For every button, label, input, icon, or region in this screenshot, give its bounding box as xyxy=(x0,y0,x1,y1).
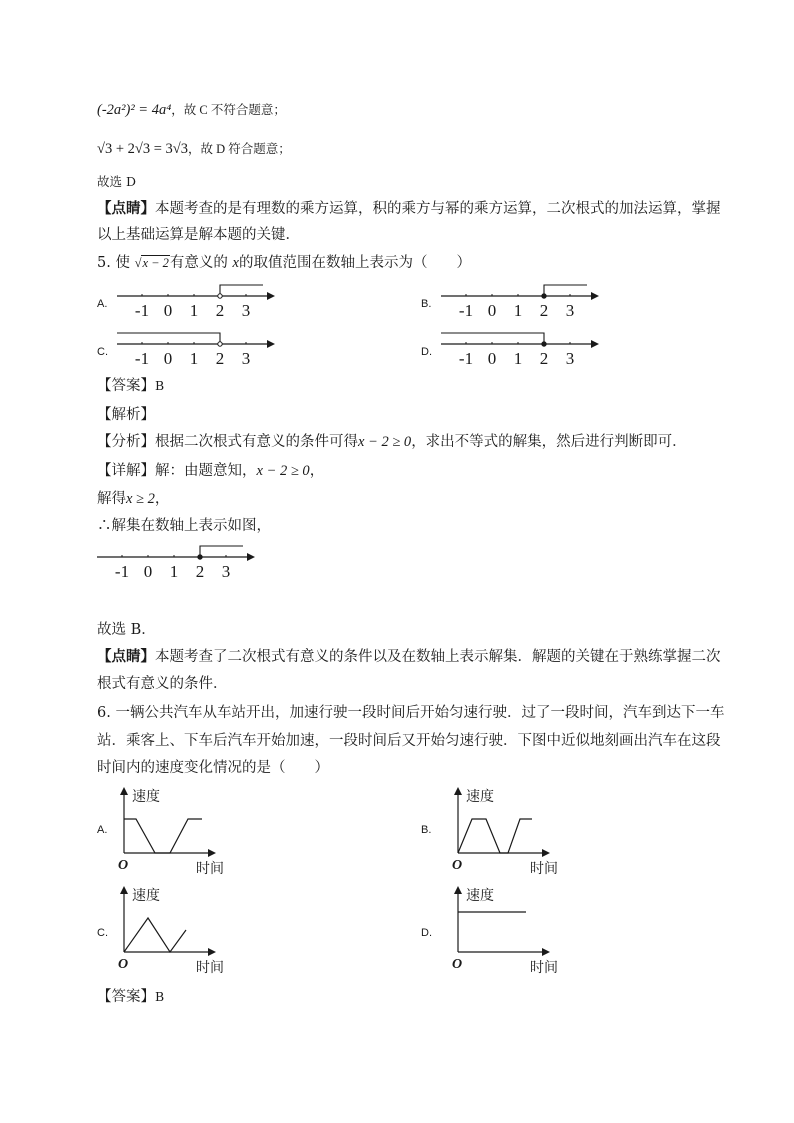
g-b-origin: O xyxy=(452,858,463,873)
nl-c-tick-label: 1 xyxy=(189,349,199,368)
choose-d: 故选 D xyxy=(97,174,136,189)
q5-option-c-label[interactable]: C. xyxy=(97,346,108,358)
nl-a-endpoint-dot xyxy=(218,294,222,298)
q5-comment-line1 xyxy=(97,648,721,666)
nl-d-tick-label: 2 xyxy=(539,349,549,368)
g-a-origin: O xyxy=(118,858,129,873)
q6-graph-a[interactable] xyxy=(112,785,242,885)
g-d-y-label: 速度 xyxy=(466,888,494,904)
nl-a-tick-label: 1 xyxy=(189,301,199,320)
g-c-x-label: 时间 xyxy=(196,960,224,976)
q5-prefix: 使 xyxy=(115,255,130,271)
comment-text-1: 本题考查的是有理数的乘方运算，积的乘方与幂的乘方运算，二次根式的加法运算，掌握 xyxy=(155,201,721,217)
nl-sol-solution-ray xyxy=(200,546,243,557)
q5-option-a-label[interactable]: A. xyxy=(97,298,108,310)
q5-solve xyxy=(97,490,169,508)
nl-sol-arrow-icon xyxy=(247,553,255,561)
q6-graph-b[interactable] xyxy=(446,785,576,885)
q5-number-line-d[interactable] xyxy=(441,330,601,370)
nl-d-tick-label: -1 xyxy=(458,349,474,368)
nl-sol-tick-label: 2 xyxy=(195,562,205,581)
q6-option-d-label[interactable]: D. xyxy=(421,927,432,939)
q5-comment-text-1: 本题考查了二次根式有意义的条件以及在数轴上表示解集．解题的关键在于熟练掌握二次 xyxy=(155,649,721,665)
nl-c-endpoint-dot xyxy=(218,342,222,346)
q5-number-line-a[interactable] xyxy=(117,282,277,322)
comment-label: 【点睛】 xyxy=(97,200,155,217)
q5-analysis-head: 【分析】 xyxy=(97,434,155,450)
g-a-x-arrow-icon xyxy=(208,849,216,857)
g-a-x-label: 时间 xyxy=(196,861,224,877)
nl-sol-tick-label: 0 xyxy=(143,562,153,581)
nl-sol-endpoint-dot xyxy=(198,555,202,559)
math-d: √3 + 2√3 = 3√3 xyxy=(97,141,188,157)
nl-a-solution-ray xyxy=(220,285,263,296)
q6-stem-line3: 时间内的速度变化情况的是（ ） xyxy=(97,760,329,776)
q5-detail-end: ， xyxy=(309,463,325,479)
g-d-origin: O xyxy=(452,957,463,972)
nl-a-tick-label: 0 xyxy=(163,301,173,320)
q5-analysis-label: 【解析】 xyxy=(97,407,155,423)
q5-solve-math: x ≥ 2 xyxy=(126,491,155,507)
q5-analysis-text-a: 根据二次根式有意义的条件可得 xyxy=(155,434,358,450)
q5-detail-head: 【详解】 xyxy=(97,463,155,479)
q5-radicand: x − 2 xyxy=(142,256,169,270)
g-c-origin: O xyxy=(118,957,129,972)
nl-b-solution-ray xyxy=(544,285,587,296)
nl-b-tick-label: -1 xyxy=(458,301,474,320)
nl-c-tick-label: 2 xyxy=(215,349,225,368)
g-d-y-arrow-icon xyxy=(454,886,462,894)
nl-sol-tick-label: 3 xyxy=(221,562,231,581)
q5-option-b-label[interactable]: B. xyxy=(421,298,432,310)
q5-detail-text: 解：由题意知， xyxy=(155,463,257,479)
q5-number-line-c[interactable] xyxy=(117,330,277,370)
q5-solution-number-line xyxy=(97,543,257,583)
q6-option-b-label[interactable]: B. xyxy=(421,824,432,836)
nl-c-arrow-icon xyxy=(267,340,275,348)
nl-b-arrow-icon xyxy=(591,292,599,300)
g-a-y-label: 速度 xyxy=(132,789,160,805)
nl-d-tick-label: 1 xyxy=(513,349,523,368)
q6-answer-value: B xyxy=(155,989,165,1004)
q6-graph-d[interactable] xyxy=(446,884,576,984)
q5-middle: 有意义的 xyxy=(169,255,228,271)
q5-detail-math: x − 2 ≥ 0 xyxy=(256,463,310,479)
q5-analysis-math: x − 2 ≥ 0 xyxy=(358,434,412,450)
q5-comment-line2: 根式有意义的条件． xyxy=(97,676,228,692)
nl-c-tick-label: -1 xyxy=(134,349,150,368)
q5-answer-label: 【答案】 xyxy=(97,378,155,394)
nl-sol-tick-label: -1 xyxy=(114,562,130,581)
g-d-x-arrow-icon xyxy=(542,948,550,956)
nl-d-arrow-icon xyxy=(591,340,599,348)
nl-d-tick-label: 0 xyxy=(487,349,497,368)
g-b-x-arrow-icon xyxy=(542,849,550,857)
q5-number-line-b[interactable] xyxy=(441,282,601,322)
math-c: (-2a²)² = 4a⁴ xyxy=(97,102,172,118)
q5-detail xyxy=(97,462,324,480)
nl-b-tick-label: 0 xyxy=(487,301,497,320)
g-c-y-arrow-icon xyxy=(120,886,128,894)
q5-answer-value: B xyxy=(155,378,165,393)
nl-b-tick-label: 3 xyxy=(565,301,575,320)
nl-d-endpoint-dot xyxy=(542,342,546,346)
g-b-y-label: 速度 xyxy=(466,789,494,805)
q5-solve-text: 解得 xyxy=(97,491,126,507)
g-b-y-arrow-icon xyxy=(454,787,462,795)
q6-option-a-label[interactable]: A. xyxy=(97,824,108,836)
q5-choose: 故选 B． xyxy=(97,622,156,638)
nl-a-arrow-icon xyxy=(267,292,275,300)
comment-prev-line2: 以上基础运算是解本题的关键． xyxy=(97,227,300,243)
g-d-x-label: 时间 xyxy=(530,960,558,976)
g-a-speed-curve xyxy=(124,819,202,853)
q5-suffix: 的取值范围在数轴上表示为（ ） xyxy=(238,255,471,271)
nl-b-tick-label: 1 xyxy=(513,301,523,320)
q6-option-c-label[interactable]: C. xyxy=(97,927,108,939)
nl-a-tick-label: -1 xyxy=(134,301,150,320)
q6-stem-line1: 6. 一辆公共汽车从车站开出，加速行驶一段时间后开始匀速行驶．过了一段时间，汽车到达下一车 xyxy=(97,705,725,721)
q5-solve-end: ， xyxy=(154,491,170,507)
solution-line-d xyxy=(97,140,291,158)
g-b-x-label: 时间 xyxy=(530,861,558,877)
q6-stem-line2: 站．乘客上、下车后汽车开始加速，一段时间后又开始匀速行驶．下图中近似地刻画出汽车在这段 xyxy=(97,733,721,749)
q5-comment-label: 【点睛】 xyxy=(97,648,155,665)
q5-number: 5. xyxy=(97,255,111,271)
q6-graph-c[interactable] xyxy=(112,884,242,984)
comment-prev-line1 xyxy=(97,200,721,218)
nl-sol-tick-label: 1 xyxy=(169,562,179,581)
nl-c-tick-label: 0 xyxy=(163,349,173,368)
text-c: ，故 C 不符合题意； xyxy=(171,103,286,117)
g-c-x-arrow-icon xyxy=(208,948,216,956)
nl-b-tick-label: 2 xyxy=(539,301,549,320)
q6-answer xyxy=(97,988,164,1006)
q5-answer xyxy=(97,377,164,395)
q6-answer-label: 【答案】 xyxy=(97,989,155,1005)
q5-sqrt: √x − 2 xyxy=(134,256,169,270)
nl-d-tick-label: 3 xyxy=(565,349,575,368)
nl-a-tick-label: 2 xyxy=(215,301,225,320)
g-c-y-label: 速度 xyxy=(132,888,160,904)
q5-analysis-text-b: ，求出不等式的解集，然后进行判断即可． xyxy=(411,434,687,450)
q5-var: x xyxy=(232,255,239,271)
g-a-y-arrow-icon xyxy=(120,787,128,795)
nl-c-tick-label: 3 xyxy=(241,349,251,368)
nl-b-endpoint-dot xyxy=(542,294,546,298)
q5-stem xyxy=(97,254,471,272)
q5-analysis xyxy=(97,433,687,451)
g-b-speed-curve xyxy=(458,819,532,853)
q5-option-d-label[interactable]: D. xyxy=(421,346,432,358)
nl-a-tick-label: 3 xyxy=(241,301,251,320)
solution-line-c xyxy=(97,101,286,119)
q5-therefore: ∴解集在数轴上表示如图， xyxy=(97,518,271,534)
text-d: ，故 D 符合题意； xyxy=(187,142,291,156)
g-c-speed-curve xyxy=(124,918,186,952)
